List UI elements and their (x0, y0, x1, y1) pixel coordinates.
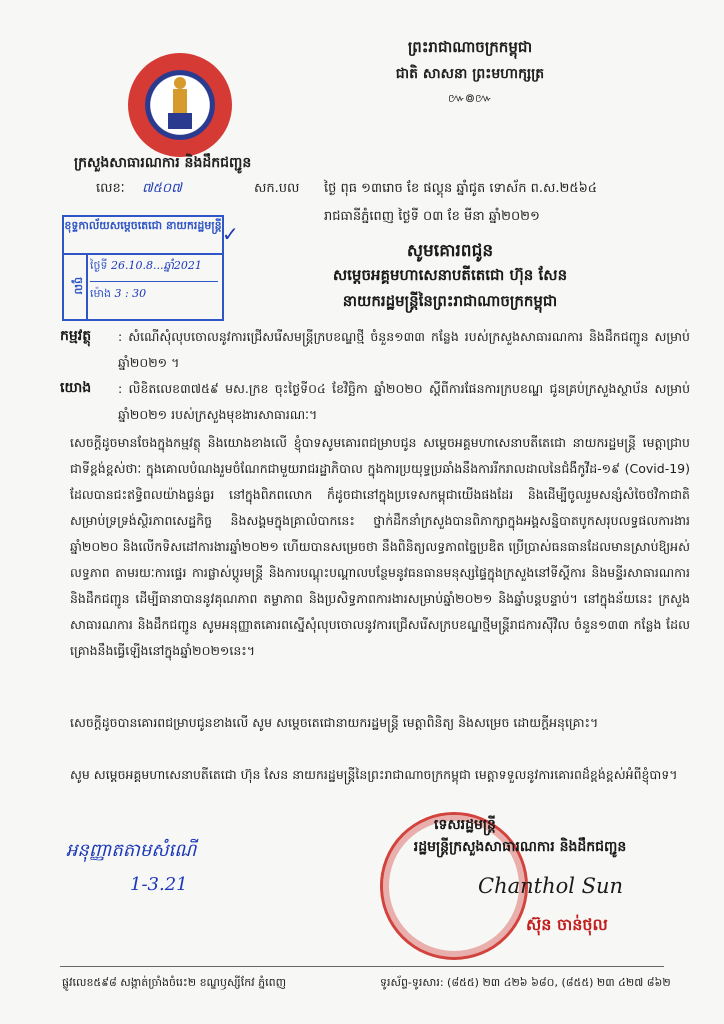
stamp-date-label: ថ្ងៃទី (90, 259, 108, 272)
reference-label: យោង (60, 380, 92, 396)
national-motto: ជាតិ សាសនា ព្រះមហាក្សត្រ (395, 66, 545, 82)
body-paragraph-2: សេចក្ដីដូចបានគោរពជម្រាបជូនខាងលើ សូម សម្ដេចតេជោនាយករដ្ឋមន្ត្រី មេត្តាពិនិត្យ និងសម្រេច ដោយក្ដីអនុគ្រោះ។ (70, 715, 599, 730)
check-mark-icon: ✓ (222, 222, 239, 246)
received-stamp (62, 215, 224, 321)
stamp-date-value: 26.10.8...ឆ្នាំ2021 (110, 259, 202, 272)
body-paragraph-3: សូម សម្ដេចអគ្គមហាសេនាបតីតេជោ ហ៊ុន សែន នាយករដ្ឋមន្ត្រីនៃព្រះរាជាណាចក្រកម្ពុជា មេត្តាទទួលនូវការគោរពដ៏ខ្ពង់ខ្ពស់អំពីខ្ញុំបាទ។ (70, 767, 678, 782)
reference-suffix: សក.បល (254, 181, 300, 196)
ministry-name: ក្រសួងសាធារណការ និងដឹកជញ្ជូន (74, 155, 252, 171)
kingdom-title: ព្រះរាជាណាចក្រកម្ពុជា (407, 38, 533, 56)
ministry-logo (128, 53, 232, 157)
reference-number-label: លេខៈ (96, 181, 125, 196)
subject-label: កម្មវត្ថុ (60, 328, 92, 344)
recipient-title: នាយករដ្ឋមន្ត្រីនៃព្រះរាជាណាចក្រកម្ពុជា (342, 292, 558, 310)
stamp-time-label: ម៉ោង (90, 287, 111, 300)
subject-text: : សំណើសុំលុបចោលនូវការជ្រើសរើសមន្ត្រីក្របខណ្ឌថ្មី ចំនួន១៣៣ កន្លែង របស់ក្រសួងសាធារណការ និងដឹកជញ្ជូន សម្រាប់ឆ្នាំ២០២១ ។ (118, 329, 690, 370)
stamp-title: ខុទ្ទកាល័យសម្ដេចតេជោ នាយករដ្ឋមន្ត្រី (64, 217, 222, 255)
stamp-time-row (90, 287, 218, 309)
signature-handwriting: Chanthol Sun (478, 874, 624, 898)
deity-figure-icon (162, 75, 198, 135)
stamp-date-row (90, 259, 218, 282)
reference-number-value: ៧៥០៧ (142, 181, 182, 196)
handwritten-annotation-2: 1-3.21 (130, 874, 188, 895)
body-paragraph-1: សេចក្ដីដូចមានចែងក្នុងកម្មវត្ថុ និងយោងខាងលើ ខ្ញុំបាទសូមគោរពជម្រាបជូន សម្ដេចអគ្គមហាសេនាបតីតេជោ នាយករដ្ឋមន្ត្រី មេត្តាជ្រាបជាទីខ្ពង់ខ្ពស់ថាៈ ក្នុងគោលបំណងរួមចំណែកជាមួយរាជរដ្ឋាភិបាល ក្នុងការប្រយុទ្ធប្រឆាំងនឹងការរីករាលដាលនៃជំងឺកូវីដ-១៩ (Covid-19) ដែលបានជះឥទ្ធិពលយ៉ាងធ្ងន់ធ្ងរ នៅក្នុងពិភពលោក ក៏ដូចជានៅក្នុងប្រទេសកម្ពុជាយើងផងដែរ និងដើម្បីចូលរួមសន្សំសំចៃថវិកាជាតិសម្រាប់ទ្រទ្រង់ស្ថិរភាពសេដ្ឋកិច្ច និងសង្គមក្នុងគ្រាលំបាកនេះ ថ្នាក់ដឹកនាំក្រសួងបានពិភាក្សាក្នុងអង្គសន្និបាតបូកសរុបលទ្ធផលការងារឆ្នាំ២០២០ និងលើកទិសដៅការងារឆ្នាំ២០២១ ហើយបានសម្រេចថា នឹងពិនិត្យលទ្ធភាពច្នៃប្រឌិត ប្រើប្រាស់ធនធានដែលមានស្រាប់ឱ្យអស់លទ្ធភាព តាមរយៈការផ្ទេរ ការផ្លាស់ប្ដូរមន្ត្រី និងការបណ្ដុះបណ្ដាលបន្ថែមនូវធនធានមនុស្សផ្ទៃក្នុងក្រសួងនៅទីស្ដីការ និងមន្ទីរសាធារណការ និងដឹកជញ្ជូន ដើម្បីធានាបាននូវគុណភាព តម្លាភាព និងប្រសិទ្ធភាពការងារសម្រាប់ឆ្នាំ២០២១ និងឆ្នាំបន្តបន្ទាប់។ នៅក្នុងន័យនេះ ក្រសួងសាធារណការ និងដឹកជញ្ជូន សូមអនុញ្ញាតគោរពស្នើសុំលុបចោលនូវការជ្រើសរើសក្របខណ្ឌថ្មីមន្ត្រីរាជការស៊ីវិល ចំនួន១៣៣ កន្លែង ដែលគ្រោងនឹងធ្វើឡើងនៅក្នុងឆ្នាំ២០២១នេះ។ (70, 435, 690, 658)
footer-phone: ទូរស័ព្ទ-ទូរសារ: (៨៥៥) ២៣ ៤២៦ ៦៨០, (៨៥៥) ២៣ ៤២៧ ៨៦២ (380, 976, 671, 989)
signatory-name: ស៊ុន ចាន់ថុល (526, 915, 608, 934)
signature-role-2: រដ្ឋមន្ត្រីក្រសួងសាធារណការ និងដឹកជញ្ជូន (413, 839, 627, 855)
footer-address: ផ្លូវលេខ៥៩៨ សង្កាត់ច្រាំងចំរេះ២ ខណ្ឌឫស្សីកែវ ភ្នំពេញ (62, 976, 287, 989)
handwritten-annotation-1: អនុញ្ញាតតាមសំណើ (66, 840, 197, 861)
reference-text: : លិខិតលេខ៣៧៥៩ មស.ក្រខ ចុះថ្ងៃទី០៤ ខែវិច្ឆិកា ឆ្នាំ២០២០ ស្ដីពីការផែនការក្របខណ្ឌ ជូនគ្រប់ក្រសួងស្ថាប័ន សម្រាប់ឆ្នាំ២០២១ របស់ក្រសួងមុខងារសាធារណៈ។ (118, 381, 690, 422)
ornament: ៚៙៚ (448, 91, 492, 105)
respect-heading: សូមគោរពជូន (406, 241, 494, 261)
stamp-time-value: 3 : 30 (114, 287, 147, 300)
stamp-side-label: ចូល (64, 253, 88, 319)
date-line-2: រាជធានីភ្នំពេញ ថ្ងៃទី ០៣ ខែ មីនា ឆ្នាំ២០២១ (324, 209, 540, 224)
footer-divider (60, 966, 664, 967)
date-line-1: ថ្ងៃ ពុធ ១៣រោច ខែ ផល្គុន ឆ្នាំជូត ទោស័ក ព.ស.២៥៦៤ (324, 181, 598, 196)
signature-role-1: ទេសរដ្ឋមន្ត្រី (434, 817, 496, 833)
recipient-name: សម្ដេចអគ្គមហាសេនាបតីតេជោ ហ៊ុន សែន (332, 266, 568, 284)
